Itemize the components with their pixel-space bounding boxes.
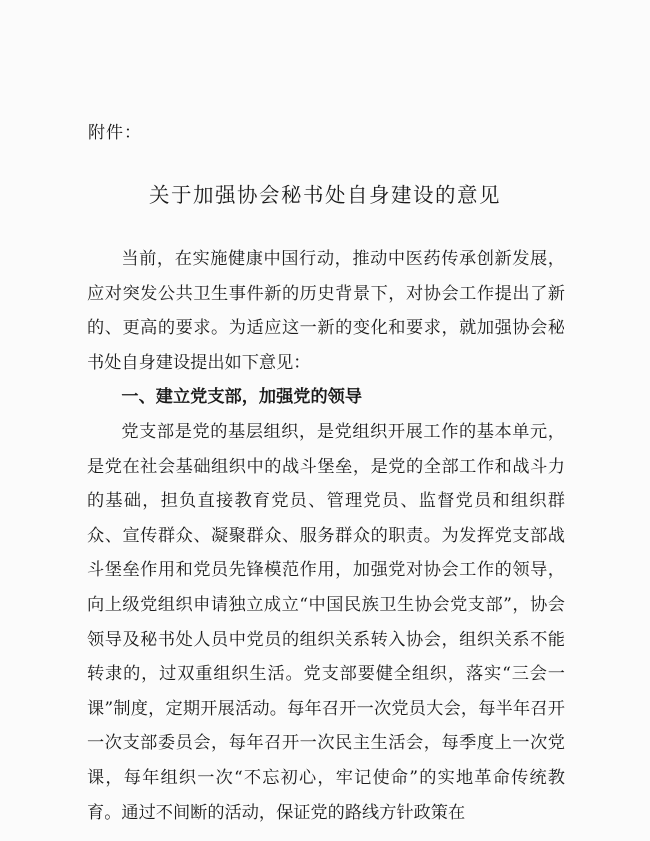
intro-paragraph: 当前，在实施健康中国行动，推动中医药传承创新发展，应对突发公共卫生事件新的历史背景下，对协会工作提出了新的、更高的要求。为适应这一新的变化和要求，就加强协会秘书处自身建设提出如下意见： (87, 249, 565, 373)
attachment-label: 附件： (88, 123, 142, 143)
document-title: 关于加强协会秘书处自身建设的意见 (149, 183, 501, 207)
document-body (87, 242, 565, 830)
section-paragraph: 党支部是党的基层组织，是党组织开展工作的基本单元，是党在社会基础组织中的战斗堡垒，是党的全部工作和战斗力的基础，担负直接教育党员、管理党员、监督党员和组织群众、宣传群众、凝聚群众、服务群众的职责。为发挥党支部战斗堡垒作用和党员先锋模范作用，加强党对协会工作的领导，向上级党组织申请独立成立“中国民族卫生协会党支部”，协会领导及秘书处人员中党员的组织关系转入协会，组织关系不能转隶的，过双重组织生活。党支部要健全组织，落实“三会一课”制度，定期开展活动。每年召开一次党员大会，每半年召开一次支部委员会，每年召开一次民主生活会，每季度上一次党课，每年组织一次“不忘初心，牢记使命”的实地革命传统教育。通过不间断的活动，保证党的路线方针政策在 (87, 421, 565, 823)
section-heading: 一、建立党支部，加强党的领导 (121, 387, 363, 408)
